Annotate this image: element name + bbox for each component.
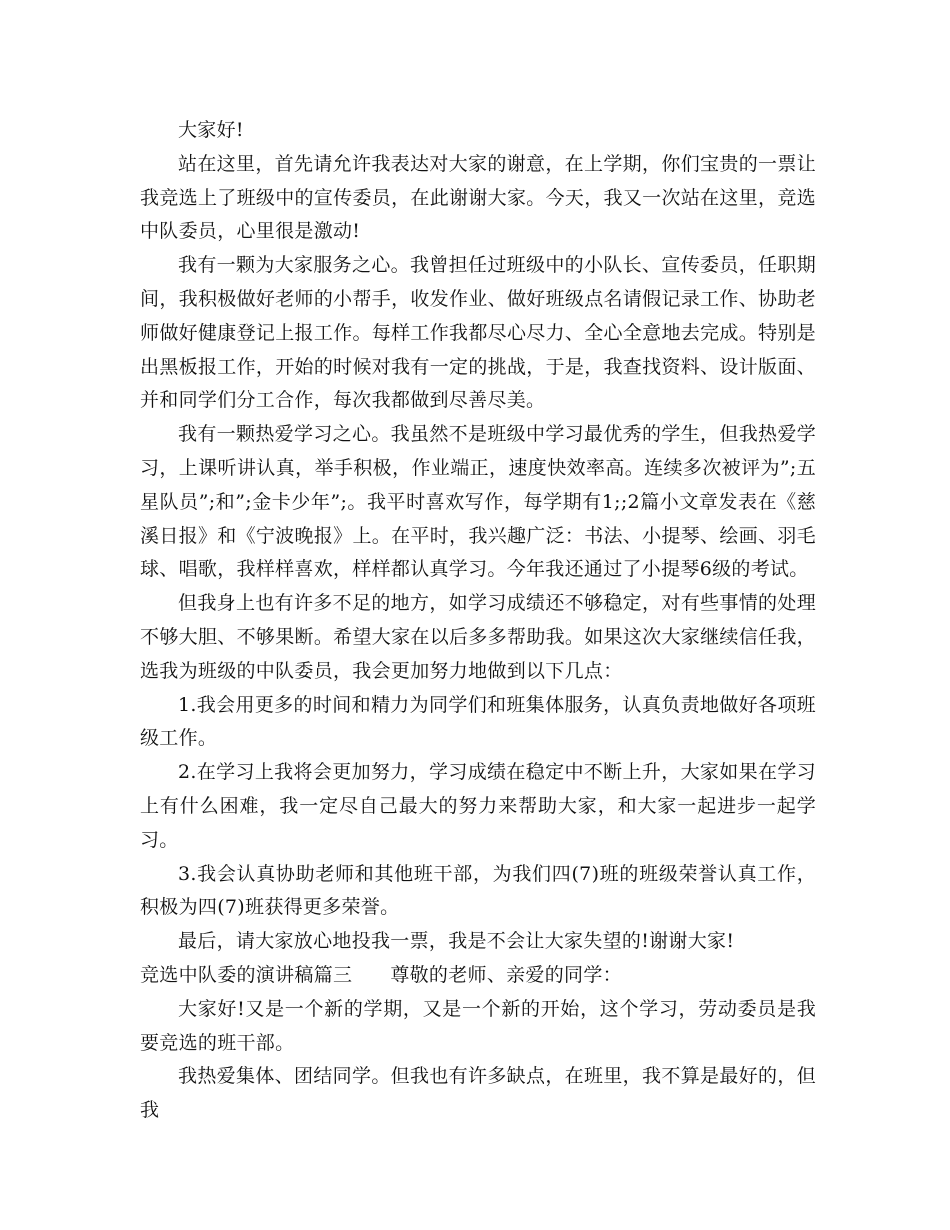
section-heading-line — [140, 959, 816, 993]
list-item: 1.我会用更多的时间和精力为同学们和班集体服务，认真负责地做好各项班级工作。 — [140, 693, 816, 750]
list-item: 2.在学习上我将会更加努力，学习成绩在稳定中不断上升，大家如果在学习上有什么困难，我一定尽自己最大的努力来帮助大家，和大家一起进步一起学习。 — [140, 761, 816, 851]
body-paragraph: 我有一颗热爱学习之心。我虽然不是班级中学习最优秀的学生，但我热爱学习，上课听讲认真，举手积极，作业端正，速度快效率高。连续多次被评为”;五星队员”;和”;金卡少年”;。我平时喜欢写作，每学期有1;;2篇小文章发表在《慈溪日报》和《宁波晚报》上。在平时，我兴趣广泛：书法、小提琴、绘画、羽毛球、唱歌，我样样喜欢，样样都认真学习。今年我还通过了小提琴6级的考试。 — [140, 423, 816, 581]
closing-paragraph: 最后，请大家放心地投我一票，我是不会让大家失望的!谢谢大家! — [178, 930, 735, 953]
greeting-paragraph: 大家好! — [178, 119, 244, 141]
body-paragraph: 但我身上也有许多不足的地方，如学习成绩还不够稳定，对有些事情的处理不够大胆、不够果断。希望大家在以后多多帮助我。如果这次大家继续信任我，选我为班级的中队委员，我会更加努力地做到以下几点： — [140, 592, 816, 682]
salutation: 尊敬的老师、亲爱的同学： — [390, 963, 622, 986]
body-paragraph: 我有一颗为大家服务之心。我曾担任过班级中的小队长、宣传委员，任职期间，我积极做好老师的小帮手，收发作业、做好班级点名请假记录工作、协助老师做好健康登记上报工作。每样工作我都尽心尽力、全心全意地去完成。特别是出黑板报工作，开始的时候对我有一定的挑战，于是，我查找资料、设计版面、并和同学们分工合作，每次我都做到尽善尽美。 — [140, 254, 816, 412]
section-title: 竞选中队委的演讲稿篇三 — [140, 963, 353, 986]
body-paragraph: 大家好!又是一个新的学期，又是一个新的开始，这个学习，劳动委员是我要竞选的班干部。 — [140, 997, 816, 1054]
document-body — [140, 114, 816, 1128]
body-paragraph: 我热爱集体、团结同学。但我也有许多缺点，在班里，我不算是最好的，但我 — [140, 1065, 816, 1122]
list-item: 3.我会认真协助老师和其他班干部，为我们四(7)班的班级荣誉认真工作，积极为四(7)班获得更多荣誉。 — [140, 862, 816, 919]
body-paragraph: 站在这里，首先请允许我表达对大家的谢意，在上学期，你们宝贵的一票让我竞选上了班级中的宣传委员，在此谢谢大家。今天，我又一次站在这里，竞选中队委员，心里很是激动! — [140, 152, 816, 243]
